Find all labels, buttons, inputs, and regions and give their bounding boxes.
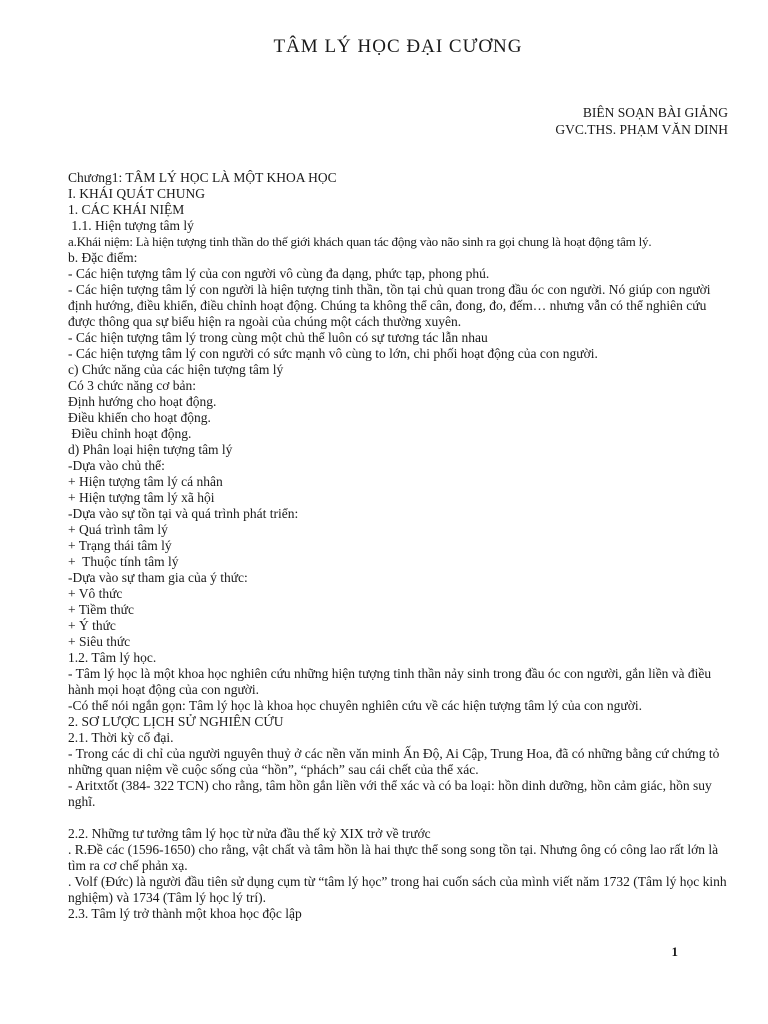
list-item: Điều khiển cho hoạt động. xyxy=(68,410,211,425)
document-title: TÂM LÝ HỌC ĐẠI CƯƠNG xyxy=(273,36,523,57)
section-heading: I. KHÁI QUÁT CHUNG xyxy=(68,186,205,201)
list-item: + Thuộc tính tâm lý xyxy=(68,554,179,569)
list-item: + Hiện tượng tâm lý cá nhân xyxy=(68,474,223,489)
blank-line xyxy=(68,810,728,826)
subsection-heading: 2.3. Tâm lý trở thành một khoa học độc lập xyxy=(68,906,302,921)
list-item: Định hướng cho hoạt động. xyxy=(68,394,217,409)
list-item: + Vô thức xyxy=(68,586,123,601)
list-item: + Tiềm thức xyxy=(68,602,134,617)
paragraph: . R.Đề các (1596-1650) cho rằng, vật chất và tâm hồn là hai thực thể song song tồn tại. Nhưng ông có công lao rất lớn là tìm ra cơ chế phản xạ. xyxy=(68,842,719,873)
chapter-heading: Chương1: TÂM LÝ HỌC LÀ MỘT KHOA HỌC xyxy=(68,170,337,185)
list-item: + Trạng thái tâm lý xyxy=(68,538,172,553)
bullet-text: - Các hiện tượng tâm lý con người có sức mạnh vô cùng to lớn, chi phối hoạt động của con người. xyxy=(68,346,598,361)
page-number: 1 xyxy=(671,944,678,959)
body-text: a.Khái niệm: Là hiện tượng tinh thần do thế giới khách quan tác động vào não sinh ra gọi chung là hoạt động tâm lý. xyxy=(68,234,652,249)
list-item: -Dựa vào chủ thể: xyxy=(68,458,165,473)
list-item: + Siêu thức xyxy=(68,634,131,649)
body-text: Có 3 chức năng cơ bản: xyxy=(68,378,197,393)
subsection-heading: 1.2. Tâm lý học. xyxy=(68,650,157,665)
list-item: + Quá trình tâm lý xyxy=(68,522,168,537)
section-heading: 2. SƠ LƯỢC LỊCH SỬ NGHIÊN CỨU xyxy=(68,714,284,729)
subsection-heading: 1.1. Hiện tượng tâm lý xyxy=(68,218,194,233)
paragraph: - Aritxtốt (384- 322 TCN) cho rằng, tâm hồn gắn liền với thể xác và có ba loại: hồn dinh dưỡng, hồn cảm giác, hồn suy nghĩ. xyxy=(68,778,712,809)
paragraph: - Các hiện tượng tâm lý con người là hiện tượng tinh thần, tồn tại chủ quan trong đầu óc con người. Nó giúp con người định hướng, điều khiển, điều chỉnh hoạt động. Chúng ta không thể cân, đong, đo, đếm… nhưng vẫn có thể nghiên cứu được thông qua sự biểu hiện ra ngoài của chúng một cách thường xuyên. xyxy=(68,282,711,329)
subsection-heading: 2.2. Những tư tưởng tâm lý học từ nửa đầu thế kỷ XIX trở về trước xyxy=(68,826,431,841)
author-block xyxy=(555,104,728,138)
paragraph: - Trong các di chỉ của người nguyên thuỷ ở các nền văn minh Ấn Độ, Ai Cập, Trung Hoa, đã có những bằng cứ chứng tỏ những quan niệm về cuộc sống của “hồn”, “phách” sau cái chết của thể xác. xyxy=(68,746,720,777)
list-item: + Hiện tượng tâm lý xã hội xyxy=(68,490,215,505)
bullet-text: - Các hiện tượng tâm lý trong cùng một chủ thể luôn có sự tương tác lẫn nhau xyxy=(68,330,488,345)
subsection-heading: 1. CÁC KHÁI NIỆM xyxy=(68,202,185,217)
subsection-heading: d) Phân loại hiện tượng tâm lý xyxy=(68,442,233,457)
author-line-1: BIÊN SOẠN BÀI GIẢNG xyxy=(582,105,728,120)
body-text: -Có thể nói ngắn gọn: Tâm lý học là khoa học chuyên nghiên cứu về các hiện tượng tâm lý của con người. xyxy=(68,698,642,713)
bullet-text: - Các hiện tượng tâm lý của con người vô cùng đa dạng, phức tạp, phong phú. xyxy=(68,266,490,281)
subsection-heading: 2.1. Thời kỳ cổ đại. xyxy=(68,730,174,745)
list-item: + Ý thức xyxy=(68,618,116,633)
paragraph: - Tâm lý học là một khoa học nghiên cứu những hiện tượng tinh thần nảy sinh trong đầu óc con người, gắn liền và điều hành mọi hoạt động của con người. xyxy=(68,666,712,697)
body-text: b. Đặc điểm: xyxy=(68,250,138,265)
list-item: -Dựa vào sự tham gia của ý thức: xyxy=(68,570,248,585)
list-item: -Dựa vào sự tồn tại và quá trình phát triển: xyxy=(68,506,299,521)
list-item: Điều chỉnh hoạt động. xyxy=(68,426,192,441)
document-body xyxy=(68,170,728,922)
subsection-heading: c) Chức năng của các hiện tượng tâm lý xyxy=(68,362,284,377)
paragraph: . Volf (Đức) là người đầu tiên sử dụng cụm từ “tâm lý học” trong hai cuốn sách của mình viết năm 1732 (Tâm lý học kinh nghiệm) và 1734 (Tâm lý học lý trí). xyxy=(68,874,727,905)
author-line-2: GVC.THS. PHẠM VĂN DINH xyxy=(555,122,728,137)
